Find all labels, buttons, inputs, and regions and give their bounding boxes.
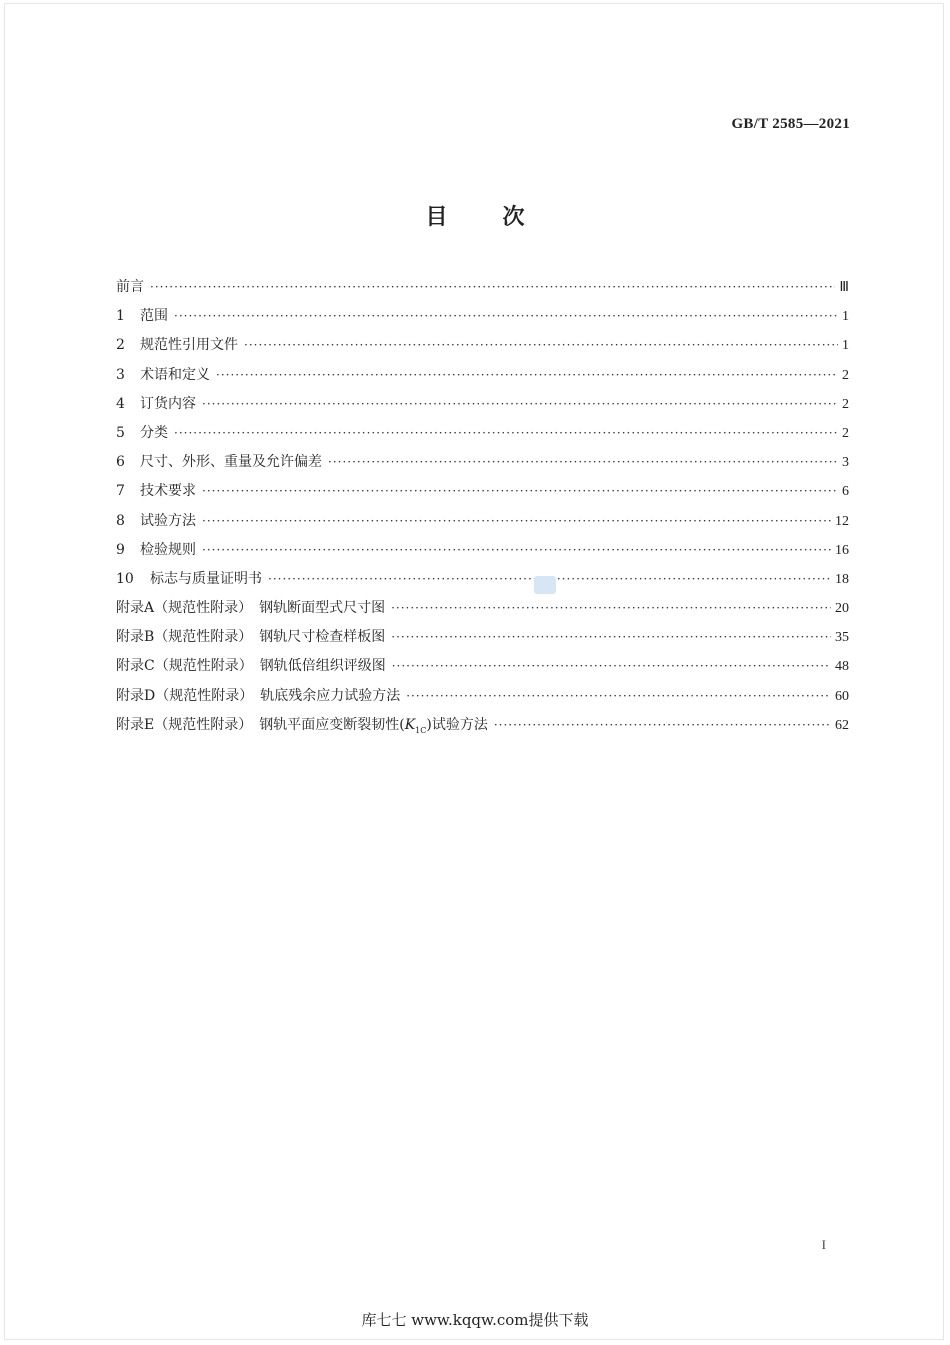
page-number: I xyxy=(821,1237,826,1252)
toc-entry-title: 规范性引用文件 xyxy=(140,337,238,354)
watermark-logo-icon xyxy=(534,576,556,594)
toc-row-annex-a[interactable] xyxy=(116,597,849,626)
toc-row-2[interactable] xyxy=(116,334,849,363)
toc-entry-title: 订货内容 xyxy=(140,395,196,412)
toc-leader-dots xyxy=(244,336,838,354)
toc-row-preface[interactable] xyxy=(116,276,849,305)
toc-entry-title: 范围 xyxy=(140,308,168,325)
toc-page-number: 6 xyxy=(842,484,849,500)
toc-entry-subscript: 1C xyxy=(415,725,427,735)
toc-entry-number: 2 xyxy=(116,337,125,354)
toc-page-number: 62 xyxy=(835,717,849,733)
toc-row-3[interactable] xyxy=(116,364,849,393)
toc-entry-title: 分类 xyxy=(140,424,168,441)
toc-row-9[interactable] xyxy=(116,539,849,568)
toc-entry-title: 前言 xyxy=(116,279,144,295)
toc-page-number: 1 xyxy=(842,309,849,325)
toc-entry-number: 10 xyxy=(116,570,134,587)
toc-entry-title: 附录E（规范性附录） 钢轨平面应变断裂韧性( xyxy=(116,716,405,733)
toc-row-1[interactable] xyxy=(116,305,849,334)
toc-entry-number: 9 xyxy=(116,541,125,558)
toc-entry-number: 3 xyxy=(116,366,125,383)
toc-leader-dots xyxy=(202,395,838,413)
toc-page-number: Ⅲ xyxy=(839,280,849,295)
toc-row-6[interactable] xyxy=(116,451,849,480)
toc-row-annex-b[interactable] xyxy=(116,626,849,655)
toc-leader-dots xyxy=(174,307,838,325)
toc-row-7[interactable] xyxy=(116,480,849,509)
toc-leader-dots xyxy=(150,278,835,296)
toc-entry-symbol: K xyxy=(404,716,416,733)
toc-page-number: 60 xyxy=(835,688,849,704)
toc-leader-dots xyxy=(406,687,831,705)
standard-code: GB/T 2585—2021 xyxy=(731,116,850,132)
toc-page-number: 16 xyxy=(835,542,849,558)
toc-entry-title: 附录A（规范性附录） 钢轨断面型式尺寸图 xyxy=(116,600,386,617)
toc-page-number: 35 xyxy=(835,630,849,646)
toc-page-number: 18 xyxy=(835,571,849,587)
toc-row-10[interactable] xyxy=(116,568,849,597)
toc-leader-dots xyxy=(202,482,838,500)
toc-leader-dots xyxy=(328,453,838,471)
toc-page-number: 12 xyxy=(835,513,849,529)
toc-row-4[interactable] xyxy=(116,393,849,422)
toc-leader-dots xyxy=(216,366,838,384)
toc-leader-dots xyxy=(174,424,838,442)
toc-entry-title: 尺寸、外形、重量及允许偏差 xyxy=(140,454,322,471)
toc-page-number: 20 xyxy=(835,601,849,617)
toc-entry-title: 标志与质量证明书 xyxy=(150,570,262,587)
toc-entry-number: 7 xyxy=(116,483,125,500)
toc-page-number: 2 xyxy=(842,367,849,383)
table-of-contents xyxy=(116,276,849,743)
footer-credit: 库七七 www.kqqw.com提供下载 xyxy=(361,1311,589,1329)
toc-page-number: 48 xyxy=(835,659,849,675)
toc-entry-number: 1 xyxy=(116,308,125,325)
toc-entry-title: 术语和定义 xyxy=(140,366,210,383)
toc-row-5[interactable] xyxy=(116,422,849,451)
toc-leader-dots xyxy=(391,599,831,617)
toc-entry-title-end: )试验方法 xyxy=(426,716,488,733)
toc-row-annex-c[interactable] xyxy=(116,655,849,684)
toc-leader-dots xyxy=(202,541,831,559)
toc-leader-dots xyxy=(392,657,831,675)
toc-entry-title: 附录D（规范性附录） 轨底残余应力试验方法 xyxy=(116,687,401,704)
toc-entry-title: 试验方法 xyxy=(140,512,196,529)
toc-row-annex-d[interactable] xyxy=(116,685,849,714)
toc-entry-number: 4 xyxy=(116,395,125,412)
toc-entry-number: 8 xyxy=(116,512,125,529)
toc-entry-title: 附录C（规范性附录） 钢轨低倍组织评级图 xyxy=(116,658,386,675)
toc-leader-dots xyxy=(202,512,831,530)
toc-page-number: 2 xyxy=(842,396,849,412)
toc-entry-number: 6 xyxy=(116,454,125,471)
toc-row-8[interactable] xyxy=(116,510,849,539)
toc-leader-dots xyxy=(494,716,831,734)
toc-leader-dots xyxy=(391,628,831,646)
toc-entry-title: 检验规则 xyxy=(140,541,196,558)
toc-entry-title: 附录B（规范性附录） 钢轨尺寸检查样板图 xyxy=(116,629,386,646)
toc-page-number: 3 xyxy=(842,455,849,471)
toc-page-number: 2 xyxy=(842,425,849,441)
toc-entry-title: 技术要求 xyxy=(140,483,196,500)
toc-row-annex-e[interactable] xyxy=(116,714,849,743)
toc-page-number: 1 xyxy=(842,338,849,354)
toc-entry-number: 5 xyxy=(116,424,125,441)
toc-title: 目次 xyxy=(425,205,580,230)
